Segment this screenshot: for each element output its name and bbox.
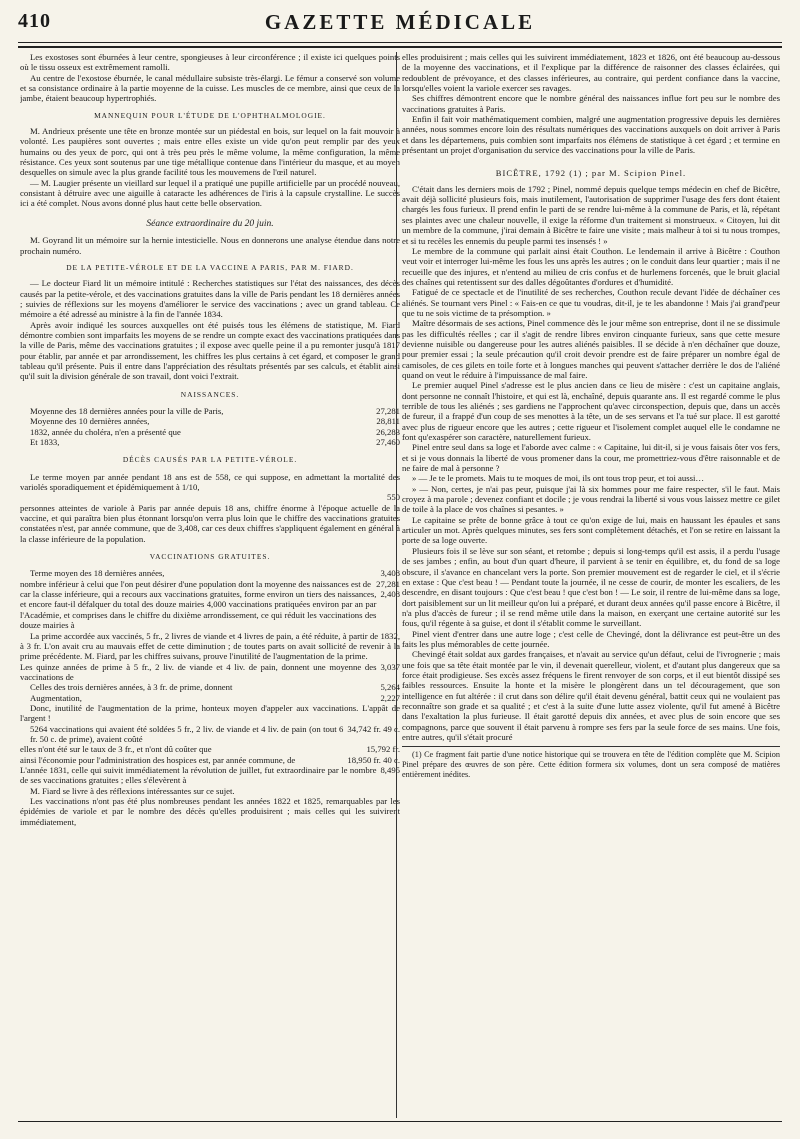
stat-row: [30, 693, 400, 703]
stat-label: 1832, année du choléra, n'en a présenté que: [30, 426, 181, 437]
paragraph: M. Andrieux présente une tête en bronze montée sur un piédestal en bois, sur lequel on la fait mouvoir à volonté. Les paupières sont ouvertes ; mais entre elles existe un vide qu'on peut remplir par des yeux humains ou des yeux de porc, qui ont à très peu près le même volume, la même configuration, la même résistance. Ces yeux sont soutenus par une tige métallique contenue dans l'intérieur du masque, et au moyen desquelles on simule avec la plus grande facilité tous les mouvemens de l'œil naturel.: [20, 126, 400, 178]
stat-value: 3,037: [380, 661, 400, 672]
stat-value: 27,460: [376, 437, 400, 447]
paragraph: » — Je te le promets. Mais tu te moques de moi, ils ont tous trop peur, et toi aussi…: [412, 473, 705, 484]
page-number: 410: [18, 10, 51, 32]
paragraph: Enfin il fait voir mathématiquement combien, malgré une augmentation progressive depuis les dernières années, nous sommes encore loin des résultats numériques des vaccinations auxquels on doit arriver à Paris et dans les départemens, puis combien sont imparfaits nos élémens de statistique à cet égard ; et termine en présentant un projet d'organisation du service des vaccinations pour la ville de Paris.: [402, 114, 780, 156]
footnote: (1) Ce fragment fait partie d'une notice historique qui se trouvera en tête de l'édition complète que M. Scipion Pinel prépare des œuvres de son père. Cette édition formera six volumes, dont un sera composé de matières entièrement inédites.: [402, 746, 780, 779]
paragraph: Donc, inutilité de l'augmentation de la prime, honteux moyen d'appeler aux vaccinations. L'appât de l'argent !: [20, 702, 400, 724]
stat-label: Et 1833,: [30, 437, 60, 447]
stat-value: 27,281: [376, 578, 400, 589]
stat-value: 15,792 fr.: [366, 744, 400, 755]
stat-value: 2,227: [380, 692, 400, 703]
stat-label: Moyenne des 10 dernières années,: [30, 416, 150, 427]
paragraph: La prime accordée aux vaccinés, 5 fr., 2 livres de viande et 4 livres de pain, a été réduite, à partir de 1832, à 3 fr. L'on avait cru au mauvais effet de cette diminution ; de toutes parts on avait sollicité de revenir à la prime précédente. M. Fiard, par les chiffres suivans, prouve l'inutilité de l'augmentation de la prime.: [20, 630, 400, 662]
stat-value: 3,408: [380, 568, 400, 579]
stat-row: [30, 437, 400, 447]
header-rule-thick: [18, 46, 782, 48]
stat-value: 27,281: [376, 405, 400, 416]
paragraph: Plusieurs fois il se lève sur son séant, et retombe ; depuis si long-temps qu'il est assis, il a perdu l'usage de ses jambes ; enfin, au bout d'un quart d'heure, il parvient à se tenir en équilibre, et, du fond de sa loge obscure, il s'avance en chancelant vers la porte. Son premier mouvement est de regarder le ciel, et il s'écrie en extase : Que c'est beau ! — Pendant toute la journée, il ne cesse de courir, de monter les escaliers, de les descendre, en disant toujours : Que c'est beau ! que c'est bon ! — Le soir, il rentre de lui-même dans sa loge, dort paisiblement sur un lit meilleur qu'on lui a préparé, et durant deux années qu'il passe encore à Bicêtre, il n'a plus d'accès de fureur ; il se rend même utile dans la maison, en exerçant une certaine autorité sur les fous, qu'il régente à sa guise, et dont il s'établit comme le surveillant.: [402, 545, 780, 629]
left-column: [20, 52, 400, 1116]
stat-label: nombre inférieur à celui que l'on peut désirer d'une population dont la moyenne des naissances est de: [20, 578, 372, 589]
stat-label: elles n'ont été sur le taux de 3 fr., et n'ont dû coûter que: [20, 744, 212, 755]
stat-value: 34,742 fr. 49 c.: [347, 723, 400, 734]
stat-label: Terme moyen des 18 dernières années,: [30, 568, 165, 579]
stat-row: [30, 406, 400, 416]
section-heading-naissances: NAISSANCES.: [180, 389, 240, 399]
paragraph: » — Non, certes, je n'ai pas peur, puisque j'ai là six hommes pour me faire respecter, s'il le faut. Mais croyez à ma parole ; devenez confiant et docile ; je vous rendrai la liberté si vous vous laissez mettre ce gilet de toile à la place de vos chaînes si pesantes. »: [402, 483, 780, 515]
stat-label: 5264 vaccinations qui avaient été soldées 5 fr., 2 liv. de viande et 4 liv. de pain (on tout 6 fr. 50 c. de prime), avaient coûté: [30, 723, 344, 744]
seance-heading: Séance extraordinaire du 20 juin.: [146, 218, 274, 229]
stat-value: 2,408: [380, 589, 400, 600]
stat-label: ainsi l'économie pour l'administration des hospices est, par année commune, de: [20, 754, 296, 765]
paragraph: Le terme moyen par année pendant 18 ans est de 558, ce qui suppose, en admettant la mortalité des variolés sporadiquement et épidémiquement à 1/10,: [20, 471, 400, 493]
paragraph: — M. Laugier présente un vieillard sur lequel il a pratiqué une pupille artificielle par un procédé nouveau, consistant à détruire avec une aiguille à cataracte les adhérences de l'iris à la capsule crystalline. Le succès ici a été complet. Nous avons donné plus haut cette belle observation.: [20, 177, 400, 209]
section-heading-deces: DÉCÈS CAUSÉS PAR LA PETITE-VÉROLE.: [122, 455, 298, 465]
paragraph: Pinel vient d'entrer dans une autre loge ; c'est celle de Chevingé, dont la délivrance est peut-être un des faits les plus mémorables de cette journée.: [402, 628, 780, 649]
paragraph: Ses chiffres démontrent encore que le nombre général des naissances influe fort peu sur le nombre des vaccinations gratuites à Paris.: [402, 93, 780, 114]
paragraph: Au centre de l'exostose éburnée, le canal médullaire subsiste très-élargi. Le fémur a conservé son volume et sa consistance ordinaire à la partie moyenne de la cuisse. Les muscles de ce membre, ainsi que ceux de la jambe, étaient beaucoup hypertrophiés.: [20, 72, 400, 104]
paragraph: Maître désormais de ses actions, Pinel commence dès le jour même son entreprise, dont il ne se dissimule pas les difficultés réelles ; car il s'agit de rendre libres environ cinquante furieux, sans que cette mesure devienne nuisible ou dangereuse pour les autres aliénés paisibles. Il se décide à n'en déchaîner que douze, pour premier essai ; la seule précaution qu'il croit devoir prendre est de faire préparer un nombre égal de camisoles, de ces gilets en toile forte et à longues manches qui peuvent s'attacher derrière le dos de l'aliéné quand on veut le réduire à l'impuissance de mal faire.: [402, 318, 780, 380]
stat-row: [30, 724, 400, 745]
paragraph: Après avoir indiqué les sources auxquelles ont été puisés tous les élémens de statistique, M. Fiard démontre combien sont imparfaits les moyens de se rendre un compte exact des vaccinations pratiquées dans la ville de Paris, même des vaccinations gratuites ; il expose avec quelle peine il a pu remonter jusqu'à 1817 pour établir, par année et par arrondissement, les chiffres les plus certains à cet égard, et composer le grand tableau qu'il présente. Puis il entre dans l'appréciation des résultats présentés par ses calculs, et établit ainsi qu'il suit la division générale de son travail, dont voici l'extrait.: [20, 319, 400, 382]
paragraph: Le capitaine se prête de bonne grâce à tout ce qu'on exige de lui, mais en haussant les épaules et sans articuler un mot. Après quelques minutes, ses fers sont complètement détachés, et l'on se retire en laissant la porte de sa loge ouverte.: [402, 514, 780, 546]
footer-rule: [18, 1121, 782, 1122]
column-separator: [396, 52, 397, 1118]
stat-row: [30, 492, 400, 502]
stat-value: 18,950 fr. 40 c.: [347, 754, 400, 765]
stat-row: [20, 755, 400, 765]
section-heading-mannequin: MANNEQUIN POUR L'ÉTUDE DE L'OPHTHALMOLOGIE.: [94, 110, 326, 120]
stat-label: L'année 1831, celle qui suivit immédiatement la révolution de juillet, fut extraordinaire par le nombre de ses vaccinations gratuites ; elles s'élevèrent à: [20, 764, 377, 786]
stat-label: car la classe inférieure, qui a recours aux vaccinations gratuites, forme environ un tiers des naissances, et encore faut-il défalquer du total des douze mairies 4,000 vaccinations pratiquées environ par an par l'Académie, et comprises dans le chiffre du dixième arrondissement, ce qui réduit les vaccinations des douze mairies à: [20, 589, 377, 631]
page-header: [18, 10, 782, 38]
stat-value: 8,495: [380, 764, 400, 775]
stat-row: [20, 662, 400, 683]
section-heading-vaccinations: VACCINATIONS GRATUITES.: [149, 552, 271, 562]
paragraph: Chevingé était soldat aux gardes françaises, et n'avait au service qu'un défaut, celui de l'ivrognerie ; mais une fois que sa tête était montée par le vin, il devenait querelleur, violent, et d'autant plus dangereux que sa force était prodigieuse. Ses excès assez fréquens le firent renvoyer de son corps, et il eut bientôt dissipé ses faibles ressources. Ensuite la honte et la misère le plongèrent dans un tel découragement, que son intelligence en fut altérée : il crut dans son délire qu'il était devenu général, battit ceux qui ne voulaient pas reconnaître son grade et sa qualité ; et c'est à la suite d'une lutte assez violente, qu'il fut amené à Bicêtre dans l'exaltation la plus furieuse. Il était garotté depuis dix années, et avec plus de soin encore que ses compagnons, parce que souvent il était parvenu à rompre ses fers par la seule force de ses mains. Une fois, entre autres, qu'il s'était procuré: [402, 649, 780, 742]
stat-label: Celles des trois dernières années, à 3 fr. de prime, donnent: [30, 682, 233, 693]
paragraph: — Le docteur Fiard lit un mémoire intitulé : Recherches statistiques sur l'état des naissances, des décès causés par la petite-vérole, et des vaccinations gratuites dans la ville de Paris pendant les 18 dernières années ; suivies de réflexions sur les moyens d'améliorer le service des vaccinations ; avec un grand tableau. Ce mémoire a été adressé au ministre à la fin de l'année 1834.: [20, 278, 400, 320]
stat-value: 5,264: [380, 682, 400, 693]
paragraph: personnes atteintes de variole à Paris par année depuis 18 ans, chiffre énorme à l'époque actuelle de la vaccine, et qui paraîtra bien plus étonnant lorsqu'on verra plus loin que le chiffre des vaccinations gratuites constatées n'est, par année commune, que de 3,408, car ces deux chiffres s'appliquent également en général à la classe inférieure de la population.: [20, 502, 400, 544]
journal-title: GAZETTE MÉDICALE: [264, 10, 536, 34]
stat-row: [20, 579, 400, 589]
paragraph: Le membre de la commune qui parlait ainsi était Couthon. Le lendemain il arrive à Bicêtre : Couthon veut voir et interroger lui-même les fous les uns après les autres ; on le conduit dans leur quartier ; mais il ne recueille que des injures, et n'entend au milieu de cris confus et de hurlemens forcenés, que le bruit glacial des chaînes qui retentissent sur des dalles dégoûtantes d'ordures et d'humidité.: [402, 245, 780, 287]
stat-label: Les quinze années de prime à 5 fr., 2 liv. de viande et 4 liv. de pain, donnent une moyenne des vaccinations de: [20, 661, 377, 682]
stat-row: [30, 416, 400, 426]
right-column: [402, 52, 780, 1116]
paragraph: Pinel entre seul dans sa loge et l'aborde avec calme : « Capitaine, lui dit-il, si je vous faisais ôter vos fers, et si je vous donnais la liberté de vous promener dans la cour, me promettriez-vous d'être raisonnable et de ne faire de mal à personne ?: [402, 442, 780, 474]
stat-row: [20, 589, 400, 630]
paragraph: Fatigué de ce spectacle et de l'inutilité de ses recherches, Couthon recule devant l'idée de déchaîner ces aliénés. Se tournant vers Pinel : « Fais-en ce que tu voudras, dit-il, je te les abandonne ! Mais j'ai grand'peur que tu ne sois victime de ta présomption. »: [402, 287, 780, 318]
paragraph: Les vaccinations n'ont pas été plus nombreuses pendant les années 1822 et 1825, remarquables par les épidémies de variole et par le nombre des décès qu'elles produisirent ; mais celles qui les suivirent immédiatement,: [20, 796, 400, 827]
stat-value: 26,283: [376, 426, 400, 437]
paragraph: Le premier auquel Pinel s'adresse est le plus ancien dans ce lieu de misère : c'est un capitaine anglais, dont personne ne connaît l'histoire, et qui est là, enchaîné, depuis quarante ans. Il est regardé comme le plus terrible de tous les aliénés ; ses gardiens ne l'approchent qu'avec circonspection, depuis que, dans un accès de fureur, il a frappé d'un coup de ses menottes à la tête, un de ses servans et l'a tué sur place. Il est garotté avec plus de rigueur encore que les autres ; cette rigueur et l'isolement complet auquel elle le condamne ne font qu'exaspérer son caractère, naturellement furieux.: [402, 380, 780, 443]
stat-value: 550: [386, 492, 400, 503]
stat-row: [20, 765, 400, 786]
stat-label: Moyenne des 18 dernières années pour la ville de Paris,: [30, 405, 224, 416]
stat-row: [30, 682, 400, 692]
stat-row: [30, 568, 400, 578]
stat-row: [30, 427, 400, 437]
stat-label: Augmentation,: [30, 692, 82, 703]
paragraph: Les exostoses sont éburnées à leur centre, spongieuses à leur circonférence ; il existe ici quelques points où le tissu osseux est extrêmement ramolli.: [20, 52, 400, 73]
stat-value: 28,811: [376, 416, 400, 427]
section-heading-variole: DE LA PETITE-VÉROLE ET DE LA VACCINE A PARIS, PAR M. FIARD.: [66, 262, 354, 272]
header-rule: [18, 42, 782, 43]
paragraph: C'était dans les derniers mois de 1792 ; Pinel, nommé depuis quelque temps médecin en chef de Bicêtre, avait déjà sollicité plusieurs fois, mais inutilement, l'autorisation de supprimer l'usage des fers dont étaient chargés les fous furieux. Il prend enfin le parti de se rendre lui-même à la commune de Paris, et là, répétant ses plaintes avec une chaleur nouvelle, il exige la réforme d'un traitement si monstrueux. « Citoyen, lui dit un membre de la commune, j'irai demain à Bicêtre te faire une visite ; mais malheur à toi si tu nous trompes, et si tu recèles les ennemis du peuple parmi tes insensés ! »: [402, 183, 780, 246]
paragraph: M. Fiard se livre à des réflexions intéressantes sur ce sujet.: [30, 785, 235, 796]
section-heading-bicetre: BICÊTRE, 1792 (1) ; par M. Scipion Pinel.: [495, 168, 687, 179]
paragraph: M. Goyrand lit un mémoire sur la hernie intesticielle. Nous en donnerons une analyse étendue dans notre prochain numéro.: [20, 235, 400, 256]
paragraph: elles produisirent ; mais celles qui les suivirent immédiatement, 1823 et 1826, ont été beaucoup au-dessous de la moyenne des vaccinations, et il l'explique par la différence de raisonner des classes éclairées, qui redoublent de prévoyance, et des classes inférieures, au contraire, qui perdent confiance dans la vaccine, lorsqu'elles voient la variole exercer ses ravages.: [402, 52, 780, 94]
stat-row: [20, 744, 400, 754]
